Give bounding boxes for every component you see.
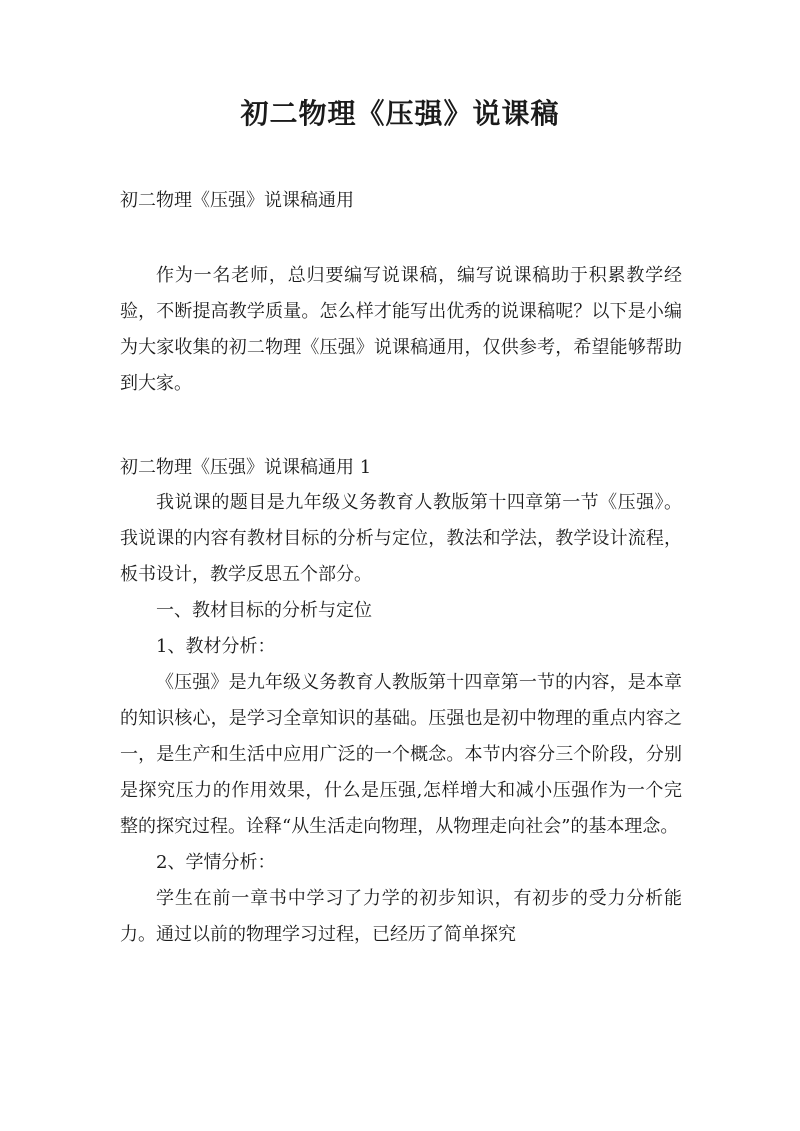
- body-paragraph: 1、教材分析：: [156, 636, 276, 657]
- document-subtitle: 初二物理《压强》说课稿通用: [120, 190, 354, 211]
- body-paragraph: 一、教材目标的分析与定位: [156, 600, 372, 621]
- body-paragraph: 学生在前一章书中学习了力学的初步知识，有初步的受力分析能力。通过以前的物理学习过程，已经历了简单探究: [120, 888, 682, 945]
- intro-paragraph: 作为一名老师，总归要编写说课稿，编写说课稿助于积累教学经验，不断提高教学质量。怎么样才能写出优秀的说课稿呢？以下是小编为大家收集的初二物理《压强》说课稿通用，仅供参考，希望能够帮助到大家。: [120, 265, 682, 394]
- document-title: 初二物理《压强》说课稿: [240, 97, 560, 130]
- body-paragraph: 2、学情分析：: [156, 852, 276, 873]
- body-paragraph: 我说课的题目是九年级义务教育人教版第十四章第一节《压强》。我说课的内容有教材目标的分析与定位，教法和学法，教学设计流程，板书设计，教学反思五个部分。: [120, 492, 682, 585]
- section-heading: 初二物理《压强》说课稿通用 1: [120, 457, 372, 478]
- body-text: [120, 485, 682, 953]
- body-paragraph: 《压强》是九年级义务教育人教版第十四章第一节的内容，是本章的知识核心，是学习全章知识的基础。压强也是初中物理的重点内容之一，是生产和生活中应用广泛的一个概念。本节内容分三个阶段，分别是探究压力的作用效果，什么是压强,怎样增大和减小压强作为一个完整的探究过程。诠释“从生活走向物理，从物理走向社会”的基本理念。: [120, 672, 682, 837]
